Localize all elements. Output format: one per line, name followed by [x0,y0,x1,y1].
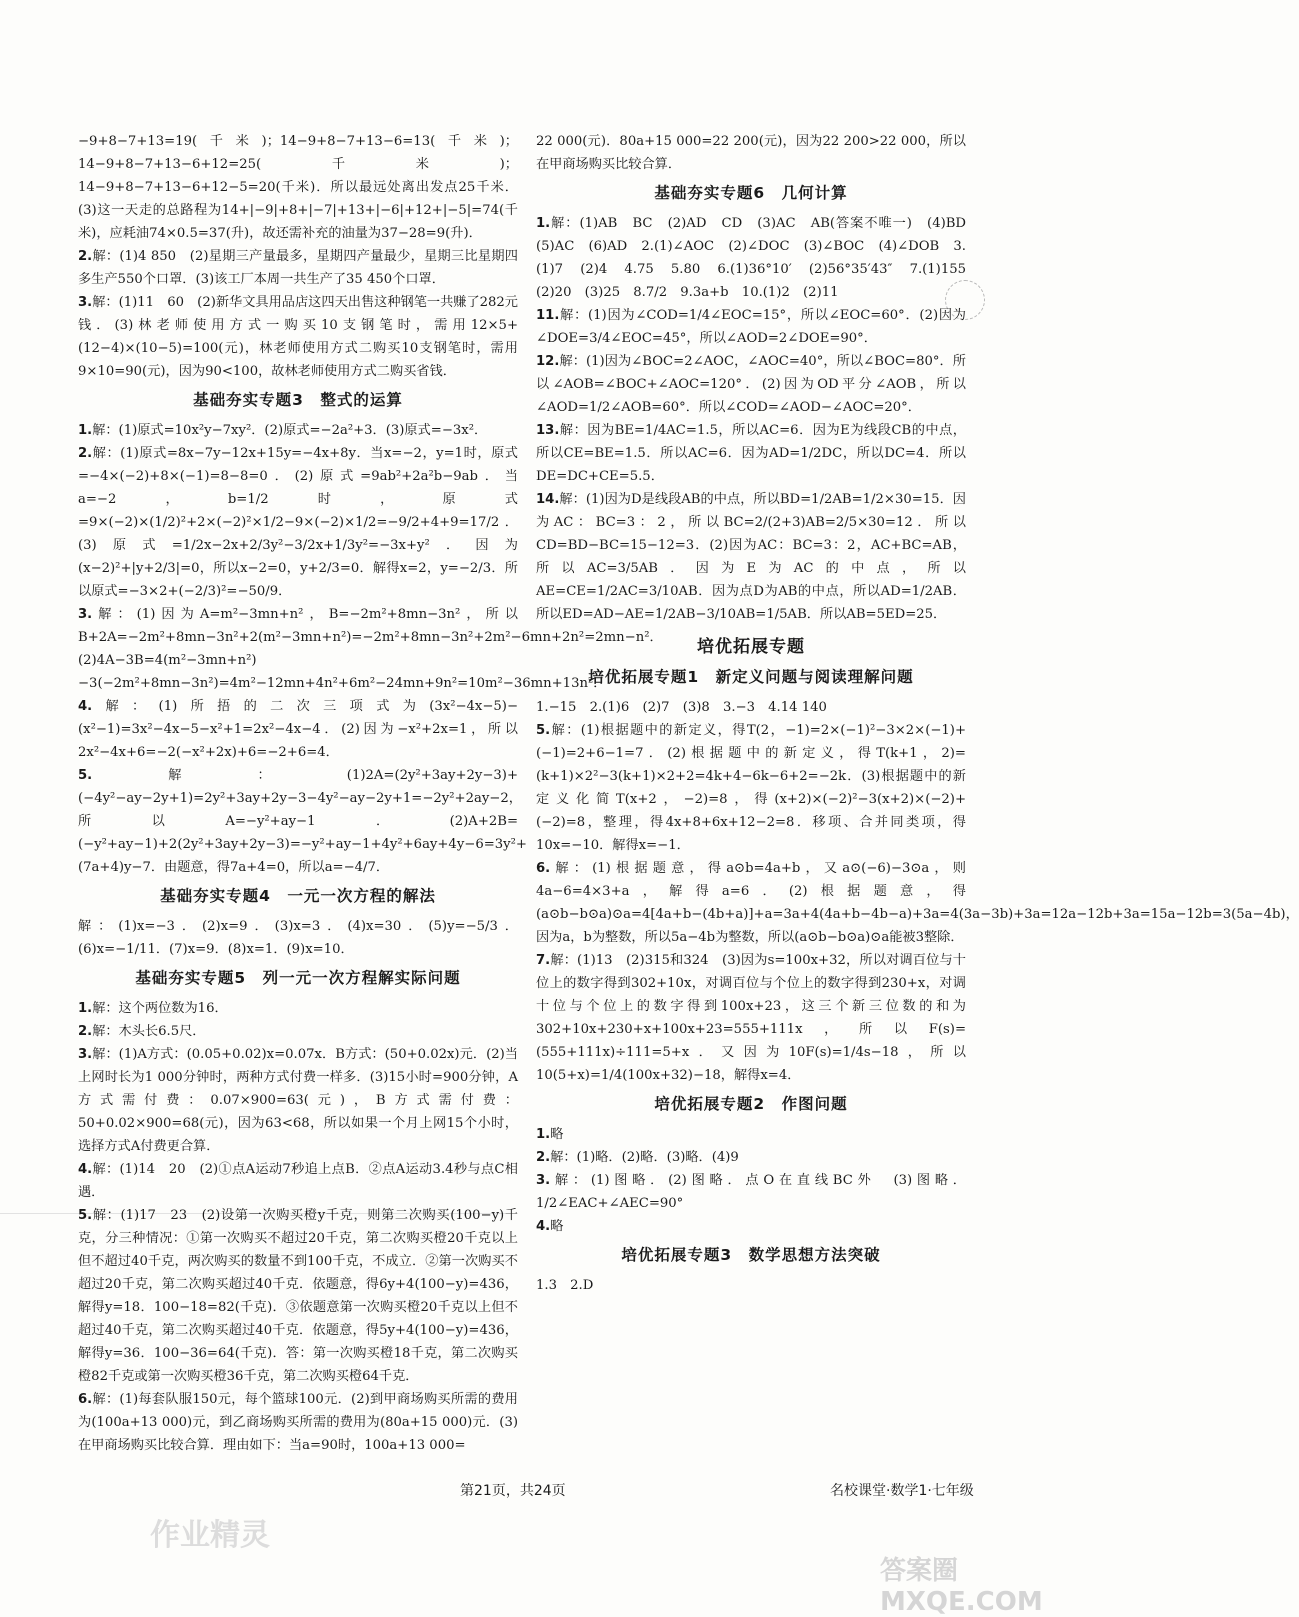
answer-paragraph [536,857,1299,949]
question-number: 4. [78,699,93,714]
question-number: 3. [536,1173,551,1188]
answer-paragraph [78,915,518,961]
answer-paragraph [536,488,966,626]
answer-paragraph [78,764,527,879]
answer-text: 解：(1)14 20 (2)①点A运动7秒追上点B．②点A运动3.4秒与点C相遇． [78,1162,518,1200]
answer-text: 解：因为BE=1/4AC=1.5，所以AC=6．因为E为线段CB的中点，所以CE=BE=1.5．所以AC=6．因为AD=1/2DC，所以DC=4．所以DE=DC+CE=5.5． [536,423,966,484]
right-column [536,130,1299,1297]
answer-paragraph [536,1169,966,1215]
answer-text: 解：这个两位数为16． [92,1001,228,1016]
answer-text: 解：(1)根据题意，得a⊙b=4a+b，又a⊙(−6)−3⊙a，则4a−6=4×3+a，解得a=6．(2)根据题意，得(a⊙b−b⊙a)⊙a=4[4a+b−(4b+a)]+a=3a+4(4a+b−4b−a)+3a=4(3a−3b)+3a=12a−12b+3a=15a−12b=3(5a−4b)，因为a，b为整数，所以5a−4b为整数，所以(a⊙b−b⊙a)⊙a能被3整除． [536,861,1299,945]
question-number: 12. [536,354,560,369]
question-number: 1. [536,216,551,231]
question-number: 3. [78,295,93,310]
answer-paragraph [536,419,966,488]
answer-paragraph [78,442,518,603]
answer-text: 解：(1)所捂的二次三项式为(3x²−4x−5)−(x²−1)=3x²−4x−5−x²+1=2x²−4x−4．(2)因为−x²+2x=1，所以2x²−4x+6=−2(−x²+2x)+6=−2+6=4． [78,699,518,760]
question-number: 4. [536,1219,551,1234]
question-number: 5. [78,1208,93,1223]
answer-text: 解：木头长6.5尺． [92,1024,206,1039]
answer-paragraph [536,1146,966,1169]
answer-text: 解：(1)13 (2)315和324 (3)因为s=100x+32，所以对调百位与十位上的数字得到302+10x，对调百位与个位上的数字得到230+x，对调十位与个位上的数字得到100x+23，这三个新三位数的和为302+10x+230+x+100x+23=555+111x，所以F(s)=(555+111x)÷111=5+x．又因为10F(s)=1/4s−18，所以10(5+x)=1/4(100x+32)−18，解得x=4． [536,953,966,1083]
answer-paragraph [78,1388,518,1457]
answer-paragraph [536,304,966,350]
answer-text: 解：(1)根据题中的新定义，得T(2，−1)=2×(−1)²−3×2×(−1)+(−1)=2+6−1=7．(2)根据题中的新定义，得T(k+1，2)=(k+1)×2²−3(k+1)×2+2=4k+4−6k−6+2=−2k．(3)根据题中的新定义化简T(x+2，−2)=8，得(x+2)×(−2)²−3(x+2)×(−2)+(−2)=8，整理，得4x+8+6x+12−2=8．移项、合并同类项，得10x=−10．解得x=−1． [536,723,966,853]
answer-paragraph [78,130,518,245]
answer-text: 解：(1)略．(2)略．(3)略．(4)9 [550,1150,739,1165]
question-number: 2. [78,446,93,461]
question-number: 1. [78,1001,93,1016]
section-heading: 培优拓展专题1 新定义问题与阅读理解问题 [588,668,914,686]
watermark-zuoye: 作业精灵 [150,1518,270,1553]
section-heading: 培优拓展专题3 数学思想方法突破 [621,1246,881,1264]
answer-paragraph [536,212,980,304]
answer-text: 解：(1)x=−3．(2)x=9．(3)x=3．(4)x=30．(5)y=−5/3．(6)x=−1/11．(7)x=9．(8)x=1．(9)x=10． [78,919,518,957]
answer-text: 解：(1)因为∠COD=1/4∠EOC=15°，所以∠EOC=60°．(2)因为∠DOE=3/4∠EOC=45°，所以∠AOD=2∠DOE=90°． [536,308,966,346]
question-number: 5. [78,768,93,783]
answer-text: −9+8−7+13=19(千米)；14−9+8−7+13−6=13(千米)；14−9+8−7+13−6+12=25(千米)；14−9+8−7+13−6+12−5=20(千米)．所以最远处离出发点25千米．(3)这一天走的总路程为14+|−9|+8+|−7|+13+|−6|+12+|−5|=74(千米)，应耗油74×0.5=37(升)，故还需补充的油量为37−28=9(升)． [78,134,518,241]
answer-text: 解：(1)因为A=m²−3mn+n²，B=−2m²+8mn−3n²，所以B+2A=−2m²+8mn−3n²+2(m²−3mn+n²)=−2m²+8mn−3n²+2m²−6mn+2n²=2mn−n²．(2)4A−3B=4(m²−3mn+n²)−3(−2m²+8mn−3n²)=4m²−12mn+4n²+6m²−24mn+9n²=10m²−36mn+13n²． [78,607,663,691]
question-number: 6. [536,861,551,876]
page-footer [0,1480,1000,1504]
answer-paragraph [78,291,518,383]
question-number: 1. [536,1127,551,1142]
answer-text: 解：(1)AB BC (2)AD CD (3)AC AB(答案不唯一) (4)BD (5)AC (6)AD 2.(1)∠AOC (2)∠DOC (3)∠BOC (4)∠DOB 3.(1)7 (2)4 4.75 5.80 6.(1)36°10′ (2)56°35′43″ 7.(1)155 (2)20 (3)25 8.7/2 9.3a+b 10.(1)2 (2)11 [536,216,980,300]
page-number: 第21页，共24页 [460,1483,566,1499]
answer-text: 解：(1)2A=(2y²+3ay+2y−3)+(−4y²−ay−2y+1)=2y²+3ay+2y−3−4y²−ay−2y+1=−2y²+2ay−2，所以A=−y²+ay−1．(2)A+2B=(−y²+ay−1)+2(2y²+3ay+2y−3)=−y²+ay−1+4y²+6ay+4y−6=3y²+(7a+4)y−7．由题意，得7a+4=0，所以a=−4/7． [78,768,527,875]
answer-paragraph [536,350,966,419]
answer-paragraph [78,603,663,695]
question-number: 1. [78,423,93,438]
answer-text: 略 [550,1127,564,1142]
answer-paragraph [78,1204,518,1388]
answer-paragraph [78,419,518,442]
answer-text: 解：(1)A方式：(0.05+0.02)x=0.07x．B方式：(50+0.02x)元．(2)当上网时长为1 000分钟时，两种方式付费一样多．(3)15小时=900分钟，A方式需付费：0.07×900=63(元)，B方式需付费：50+0.02×900=68(元)，因为63<68，所以如果一个月上网15个小时，选择方式A付费更合算． [78,1047,518,1154]
answer-paragraph [78,1043,518,1158]
answer-text: 解：(1)图略．(2)图略．点O在直线BC外 (3)图略．1/2∠EAC+∠AEC=90° [536,1173,966,1211]
question-number: 13. [536,423,560,438]
section-heading: 基础夯实专题6 几何计算 [654,184,848,202]
answer-text: 1.−15 2.(1)6 (2)7 (3)8 3.−3 4.14 140 [536,700,827,715]
question-number: 11. [536,308,560,323]
answer-text: 略 [550,1219,564,1234]
answer-text: 1.3 2.D [536,1278,594,1293]
book-title: 名校课堂·数学1·七年级 [830,1483,974,1499]
section-heading: 基础夯实专题3 整式的运算 [193,391,403,409]
question-number: 5. [536,723,551,738]
answer-text: 解：(1)因为D是线段AB的中点，所以BD=1/2AB=1/2×30=15．因为AC：BC=3：2，所以BC=2/(2+3)AB=2/5×30=12．所以CD=BD−BC=15−12=3．(2)因为AC：BC=3：2，AC+BC=AB，所以AC=3/5AB．因为E为AC的中点，所以AE=CE=1/2AC=3/10AB．因为点D为AB的中点，所以AD=1/2AB．所以ED=AD−AE=1/2AB−3/10AB=1/5AB．所以AB=5ED=25． [536,492,966,622]
answer-paragraph [536,696,966,719]
answer-paragraph [536,1274,966,1297]
answer-text: 解：(1)11 60 (2)新华文具用品店这四天出售这种钢笔一共赚了282元钱．(3)林老师使用方式一购买10支钢笔时，需用12×5+(12−4)×(10−5)=100(元)，林老师使用方式二购买10支钢笔时，需用9×10=90(元)，因为90<100，故林老师使用方式二购买省钱． [78,295,518,379]
section-heading: 培优拓展专题 [697,637,805,657]
answer-text: 解：(1)17 23 (2)设第一次购买橙y千克，则第二次购买(100−y)千克，分三种情况：①第一次购买不超过20千克，第二次购买橙20千克以上但不超过40千克，两次购买的数量不到100千克，不成立．②第一次购买不超过20千克，第二次购买超过40千克．依题意，得6y+4(100−y)=436，解得y=18．100−18=82(千克)．③依题意第一次购买橙20千克以上但不超过40千克，第二次购买超过40千克．依题意，得5y+4(100−y)=436，解得y=36．100−36=64(千克)．答：第一次购买橙18千克，第二次购买橙82千克或第一次购买橙36千克，第二次购买橙64千克． [78,1208,518,1384]
answer-text: 解：(1)因为∠BOC=2∠AOC，∠AOC=40°，所以∠BOC=80°．所以∠AOB=∠BOC+∠AOC=120°．(2)因为OD平分∠AOB，所以∠AOD=1/2∠AOB=60°．所以∠COD=∠AOD−∠AOC=20°． [536,354,966,415]
answer-paragraph [78,1158,518,1204]
answer-paragraph [78,997,518,1020]
answer-text: 解：(1)每套队服150元，每个篮球100元．(2)到甲商场购买所需的费用为(100a+13 000)元，到乙商场购买所需的费用为(80a+15 000)元．(3)在甲商场购买比较合算．理由如下：当a=90时，100a+13 000= [78,1392,518,1453]
answer-text: 解：(1)原式=8x−7y−12x+15y=−4x+8y．当x=−2，y=1时，原式=−4×(−2)+8×(−1)=8−8=0．(2)原式=9ab²+2a²b−9ab．当a=−2，b=1/2时，原式=9×(−2)×(1/2)²+2×(−2)²×1/2−9×(−2)×1/2=−9/2+4+9=17/2．(3)原式=1/2x−2x+2/3y²−3/2x+1/3y²=−3x+y²．因为(x−2)²+|y+2/3|=0，所以x−2=0，y+2/3=0．解得x=2，y=−2/3．所以原式=−3×2+(−2/3)²=−50/9． [78,446,518,599]
question-number: 6. [78,1392,93,1407]
answer-paragraph [78,1020,518,1043]
answer-text: 22 000(元)．80a+15 000=22 200(元)，因为22 200>22 000，所以在甲商场购买比较合算． [536,134,966,172]
watermark-mxqe: 答案圈 MXQE.COM [880,1556,1043,1617]
answer-paragraph [536,949,966,1087]
answer-paragraph [78,245,518,291]
question-number: 2. [78,1024,93,1039]
section-heading: 培优拓展专题2 作图问题 [654,1095,848,1113]
question-number: 3. [78,607,93,622]
answer-paragraph [536,130,966,176]
question-number: 2. [536,1150,551,1165]
answer-text: 解：(1)4 850 (2)星期三产量最多，星期四产量最少，星期三比星期四多生产550个口罩．(3)该工厂本周一共生产了35 450个口罩． [78,249,518,287]
section-heading: 基础夯实专题5 列一元一次方程解实际问题 [135,969,461,987]
answer-paragraph [536,1215,966,1238]
question-number: 3. [78,1047,93,1062]
question-number: 2. [78,249,93,264]
answer-paragraph [536,719,966,857]
question-number: 4. [78,1162,93,1177]
question-number: 7. [536,953,551,968]
section-heading: 基础夯实专题4 一元一次方程的解法 [160,887,436,905]
question-number: 14. [536,492,560,507]
answer-paragraph [78,695,518,764]
answer-text: 解：(1)原式=10x²y−7xy²．(2)原式=−2a²+3．(3)原式=−3x²． [92,423,488,438]
answer-paragraph [536,1123,966,1146]
